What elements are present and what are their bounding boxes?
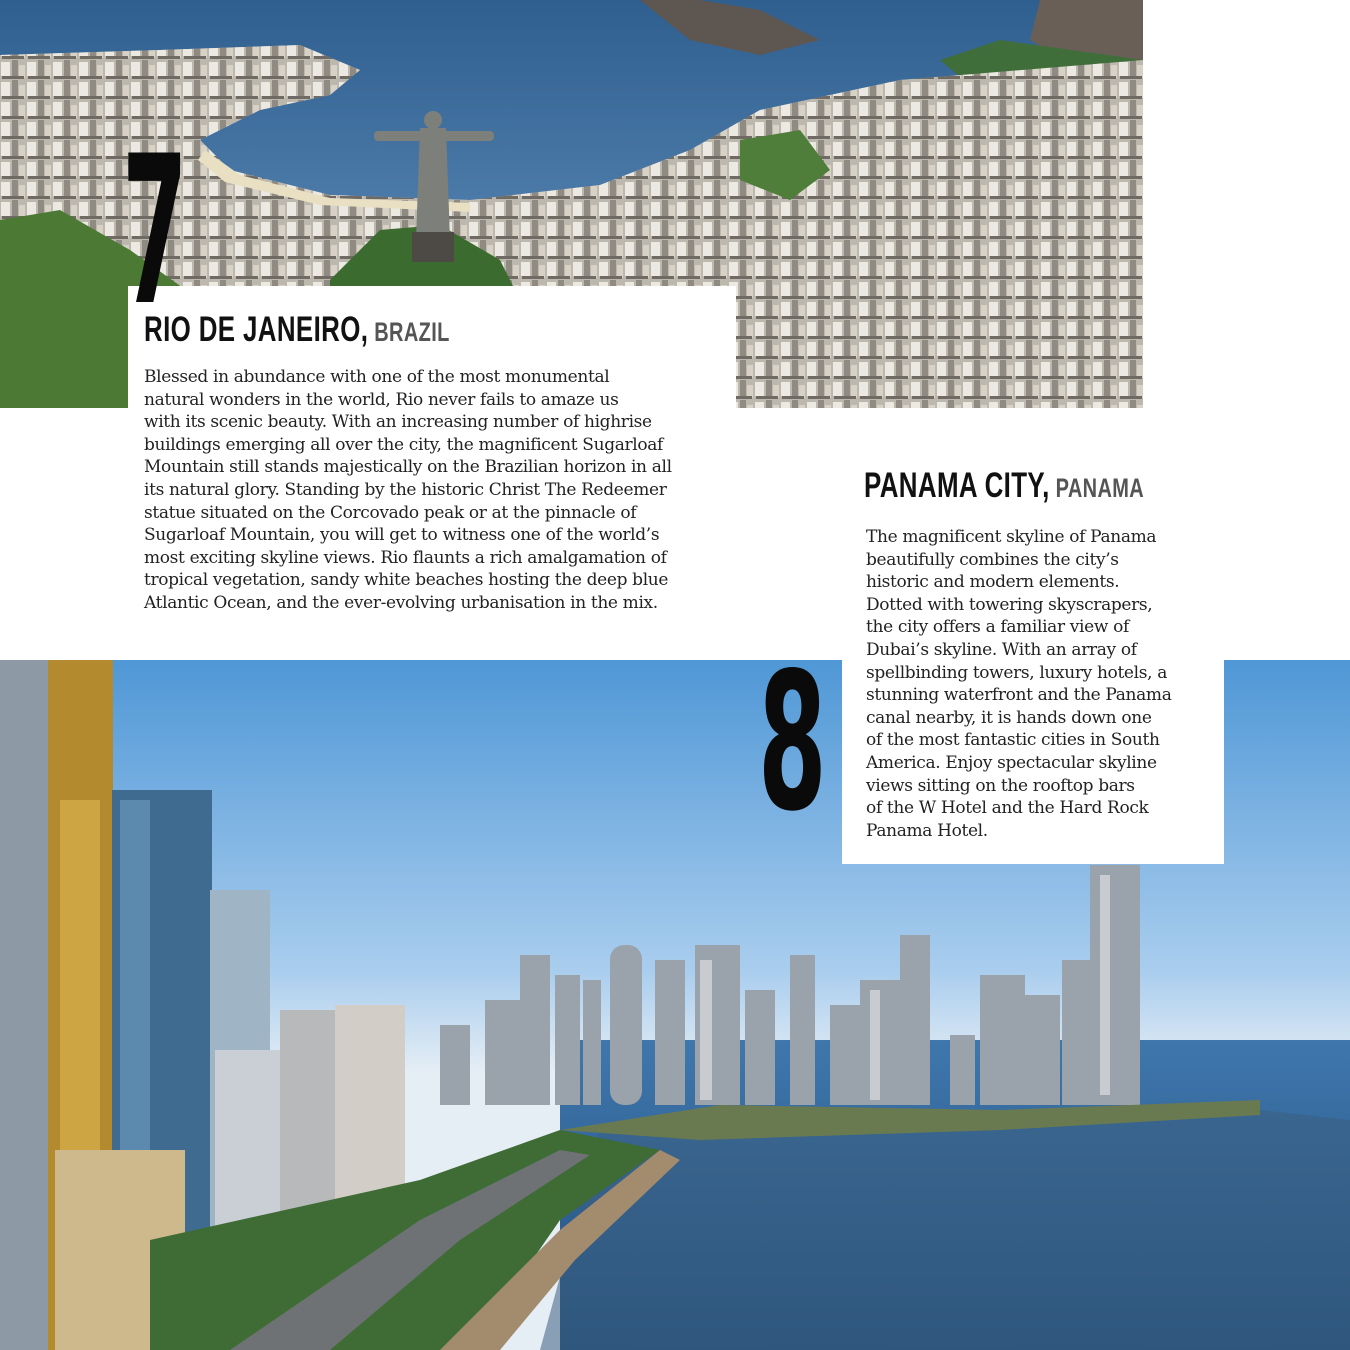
panama-description-line: America. Enjoy spectacular skyline [866, 752, 1157, 773]
rio-description-line: buildings emerging all over the city, the magnificent Sugarloaf [144, 434, 663, 455]
panama-description-line: canal nearby, it is hands down one [866, 707, 1152, 728]
panama-description-line: views sitting on the rooftop bars [866, 775, 1135, 796]
list-number-7: 7 [122, 113, 188, 351]
rio-description-line: Sugarloaf Mountain, you will get to witness one of the world’s [144, 525, 660, 546]
rio-description-line: Atlantic Ocean, and the ever-evolving urbanisation in the mix. [144, 592, 658, 613]
rio-country-name: BRAZIL [374, 317, 450, 347]
panama-description-line: spellbinding towers, luxury hotels, a [866, 662, 1167, 683]
rio-description-line: statue situated on the Corcovado peak or at the pinnacle of [144, 502, 637, 523]
panama-description-line: the city offers a familiar view of [866, 617, 1129, 638]
rio-description-line: natural wonders in the world, Rio never fails to amaze us [144, 389, 619, 410]
rio-text-card [128, 286, 736, 622]
panama-description-line: Dubai’s skyline. With an array of [866, 639, 1137, 660]
panama-city-name: PANAMA CITY, [864, 466, 1050, 505]
panama-description-line: historic and modern elements. [866, 572, 1120, 593]
list-number-8: 8 [758, 632, 827, 853]
rio-description-line: Mountain still stands majestically on the Brazilian horizon in all [144, 457, 672, 478]
panama-heading [864, 466, 1144, 506]
rio-description-line: with its scenic beauty. With an increasing number of highrise [144, 412, 652, 433]
rio-description-line: most exciting skyline views. Rio flaunts a rich amalgamation of [144, 547, 667, 568]
panama-description-line: of the most fantastic cities in South [866, 730, 1160, 751]
panama-description-line: Panama Hotel. [866, 820, 988, 841]
panama-description [866, 526, 1171, 842]
panama-description-line: of the W Hotel and the Hard Rock [866, 798, 1149, 819]
panama-description-line: beautifully combines the city’s [866, 549, 1119, 570]
panama-country-name: PANAMA [1055, 473, 1145, 503]
panama-description-line: The magnificent skyline of Panama [866, 527, 1157, 547]
rio-description-line: Blessed in abundance with one of the most monumental [144, 367, 610, 387]
rio-heading [144, 310, 450, 350]
rio-description-line: tropical vegetation, sandy white beaches hosting the deep blue [144, 570, 669, 591]
panama-text-card [842, 440, 1224, 864]
rio-description-line: its natural glory. Standing by the historic Christ The Redeemer [144, 479, 667, 500]
panama-description-line: stunning waterfront and the Panama [866, 685, 1172, 706]
panama-description-line: Dotted with towering skyscrapers, [866, 594, 1153, 615]
rio-city-name: RIO DE JANEIRO, [144, 310, 369, 349]
rio-description [144, 366, 672, 615]
